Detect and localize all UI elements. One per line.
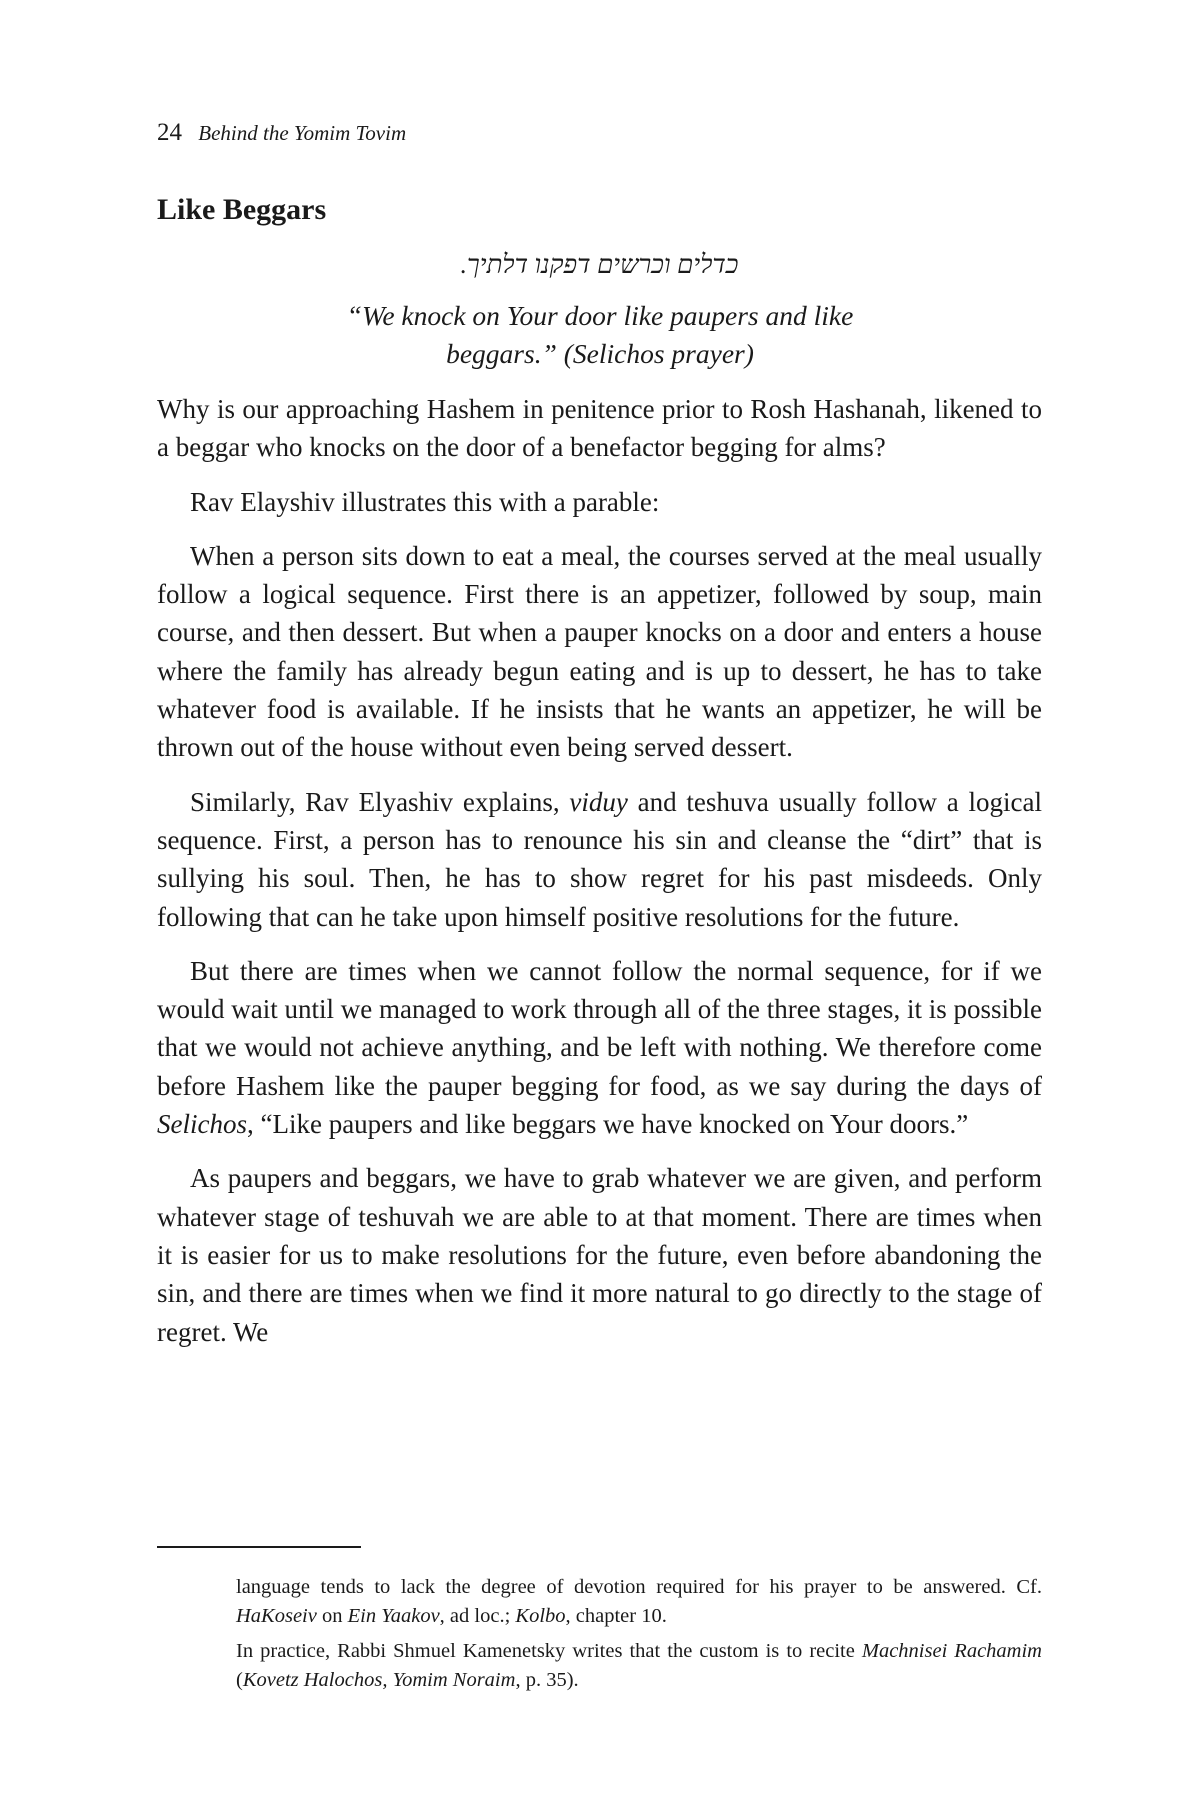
footnote-2-text-b: (: [236, 1669, 243, 1691]
paragraph-6: As paupers and beggars, we have to grab whatever we are given, and perform whatever stage of teshuvah we are able to at that moment. There are times when it is easier for us to make resolutions for the future, even before abandoning the sin, and there are times when we find it more natural to go directly to the stage of regret. We: [157, 1163, 1042, 1347]
footnote-2-italic-1: Machnisei Rachamim: [861, 1640, 1042, 1662]
footnote-1-italic-3: Kolbo: [515, 1605, 566, 1627]
footnote-1-text-c: , ad loc.;: [439, 1605, 516, 1627]
paragraph-5: [157, 952, 1042, 1143]
paragraph-3: When a person sits down to eat a meal, the courses served at the meal usually follow a logical sequence. First there is an appetizer, followed by soup, main course, and then dessert. But when a pauper knocks on a door and enters a house where the family has already begun eating and is up to dessert, he has to take whatever food is available. If he insists that he wants an appetizer, he will be thrown out of the house without even being served dessert.: [157, 540, 1042, 763]
section-title: Like Beggars: [157, 193, 327, 226]
footnote-2-italic-2: Kovetz Halochos, Yomim Noraim: [242, 1669, 516, 1691]
quote-line-2: beggars.” (Selichos prayer): [446, 338, 754, 369]
paragraph-2: Rav Elayshiv illustrates this with a parable:: [190, 486, 660, 517]
footnote-rule: [157, 1546, 361, 1548]
footnote-2: [236, 1637, 1042, 1695]
paragraph-4-text-a: Similarly, Rav Elyashiv explains,: [190, 786, 570, 817]
footnote-2-text-c: , p. 35).: [515, 1669, 579, 1691]
hebrew-quote: כדלים וכרשים דפקנו דלתיך.: [460, 250, 739, 279]
quote-line-1: “We knock on Your door like paupers and like: [346, 300, 854, 331]
paragraph-4-italic: viduy: [569, 786, 628, 817]
paragraph-1: Why is our approaching Hashem in penitence prior to Rosh Hashanah, likened to a beggar who knocks on the door of a benefactor begging for alms?: [157, 394, 1042, 463]
running-head: [157, 118, 406, 148]
page-number: 24: [157, 119, 182, 146]
footnotes: [236, 1573, 1042, 1701]
english-quote: [320, 297, 880, 373]
footnote-1-text-a: language tends to lack the degree of devotion required for his prayer to be answered. Cf.: [236, 1576, 1042, 1598]
footnote-2-text-a: In practice, Rabbi Shmuel Kamenetsky writes that the custom is to recite: [236, 1640, 862, 1662]
footnote-1-text-b: on: [316, 1605, 348, 1627]
footnote-1-italic-2: Ein Yaakov: [347, 1605, 440, 1627]
footnote-1-text-d: , chapter 10.: [565, 1605, 667, 1627]
paragraph-4: [157, 783, 1042, 936]
paragraph-4-text-b: and teshuva usually follow a logical sequence. First, a person has to renounce his sin and cleanse the “dirt” that is sullying his soul. Then, he has to show regret for his past misdeeds. Only following that can he take upon himself positive resolutions for the future.: [157, 786, 1043, 932]
paragraph-5-text-a: But there are times when we cannot follow the normal sequence, for if we would wait until we managed to work through all of the three stages, it is possible that we would not achieve anything, and be left with nothing. We therefore come before Hashem like the pauper begging for food, as we say during the days of: [157, 955, 1042, 1101]
paragraph-5-italic: Selichos: [157, 1109, 247, 1140]
body-text: [157, 390, 1042, 1367]
paragraph-5-text-b: , “Like paupers and like beggars we have knocked on Your doors.”: [246, 1109, 969, 1140]
footnote-1: [236, 1573, 1042, 1631]
footnote-1-italic-1: HaKoseiv: [236, 1605, 317, 1627]
book-title: Behind the Yomim Tovim: [198, 121, 407, 145]
